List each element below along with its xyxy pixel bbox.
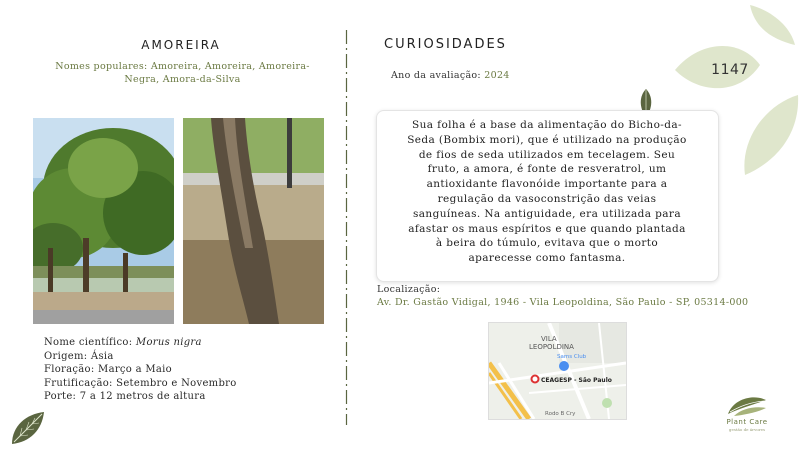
- record-number-badge: 1147: [711, 62, 749, 78]
- logo-tagline: gestão de árvores: [728, 427, 766, 432]
- store-marker-icon: [559, 361, 569, 371]
- plant-care-logo-icon: [726, 392, 768, 418]
- leaf-icon: [8, 408, 48, 448]
- scientific-name-label: Nome científico:: [44, 337, 133, 348]
- curiosity-line: afastar os maus espíritos e que quando plantada: [408, 222, 686, 235]
- size: Porte: 7 a 12 metros de altura: [44, 391, 206, 402]
- location-pin-icon: [532, 376, 539, 383]
- evaluation-year-value: 2024: [484, 70, 510, 81]
- curiosity-line: fruto, a amora, é fonte de resveratrol, um: [427, 163, 667, 176]
- flowering: Floração: Março a Maio: [44, 364, 172, 375]
- map-store-label: Sams Club: [557, 354, 587, 360]
- scientific-name-row: [44, 336, 237, 350]
- map-district-label: VILA: [541, 335, 557, 343]
- curiosity-line: aparecesse como fantasma.: [468, 252, 626, 265]
- map-place-label: CEAGESP - São Paulo: [541, 377, 612, 384]
- column-divider: [345, 30, 348, 425]
- curiosity-line: Sua folha é a base da alimentação do Bicho-da-: [412, 119, 682, 131]
- tree-photo-canopy: [33, 118, 174, 324]
- curiosity-line: à beira do túmulo, evitava que o morto: [435, 237, 659, 250]
- location-map[interactable]: [488, 322, 627, 420]
- location-address: Av. Dr. Gastão Vidigal, 1946 - Vila Leopoldina, São Paulo - SP, 05314-000: [377, 297, 749, 308]
- location-label: Localização:: [377, 284, 441, 295]
- curiosity-line: Seda (Bombix mori), que é utilizado na produção: [407, 133, 687, 146]
- curiosity-line: sanguíneas. Na antiguidade, era utilizada para: [412, 207, 682, 220]
- tree-photo-trunk: [183, 118, 324, 324]
- map-district-label: LEOPOLDINA: [529, 343, 574, 351]
- map-street-label: Rodo B Cry: [545, 411, 576, 417]
- popular-names: Nomes populares: Amoreira, Amoreira, Amoreira-Negra, Amora-da-Silva: [55, 61, 310, 85]
- curiosity-line: de fios de seda utilizados em tecelagem. Seu: [418, 148, 676, 161]
- evaluation-year-label: Ano da avaliação:: [391, 70, 481, 81]
- curiosities-title: CURIOSIDADES: [384, 37, 507, 52]
- evaluation-year: [391, 70, 510, 81]
- curiosities-text: [384, 118, 710, 266]
- curiosity-line: regulação da vasoconstrição das veias: [437, 192, 657, 205]
- origin: Origem: Ásia: [44, 350, 114, 362]
- curiosity-line: antioxidante flavonóide importante para a: [426, 178, 668, 191]
- tree-name: AMOREIRA: [141, 38, 221, 52]
- scientific-name-value: Morus nigra: [135, 337, 202, 348]
- logo-name: Plant Care: [726, 418, 768, 426]
- fruiting: Frutificação: Setembro e Novembro: [44, 377, 237, 389]
- tree-details: [44, 336, 237, 404]
